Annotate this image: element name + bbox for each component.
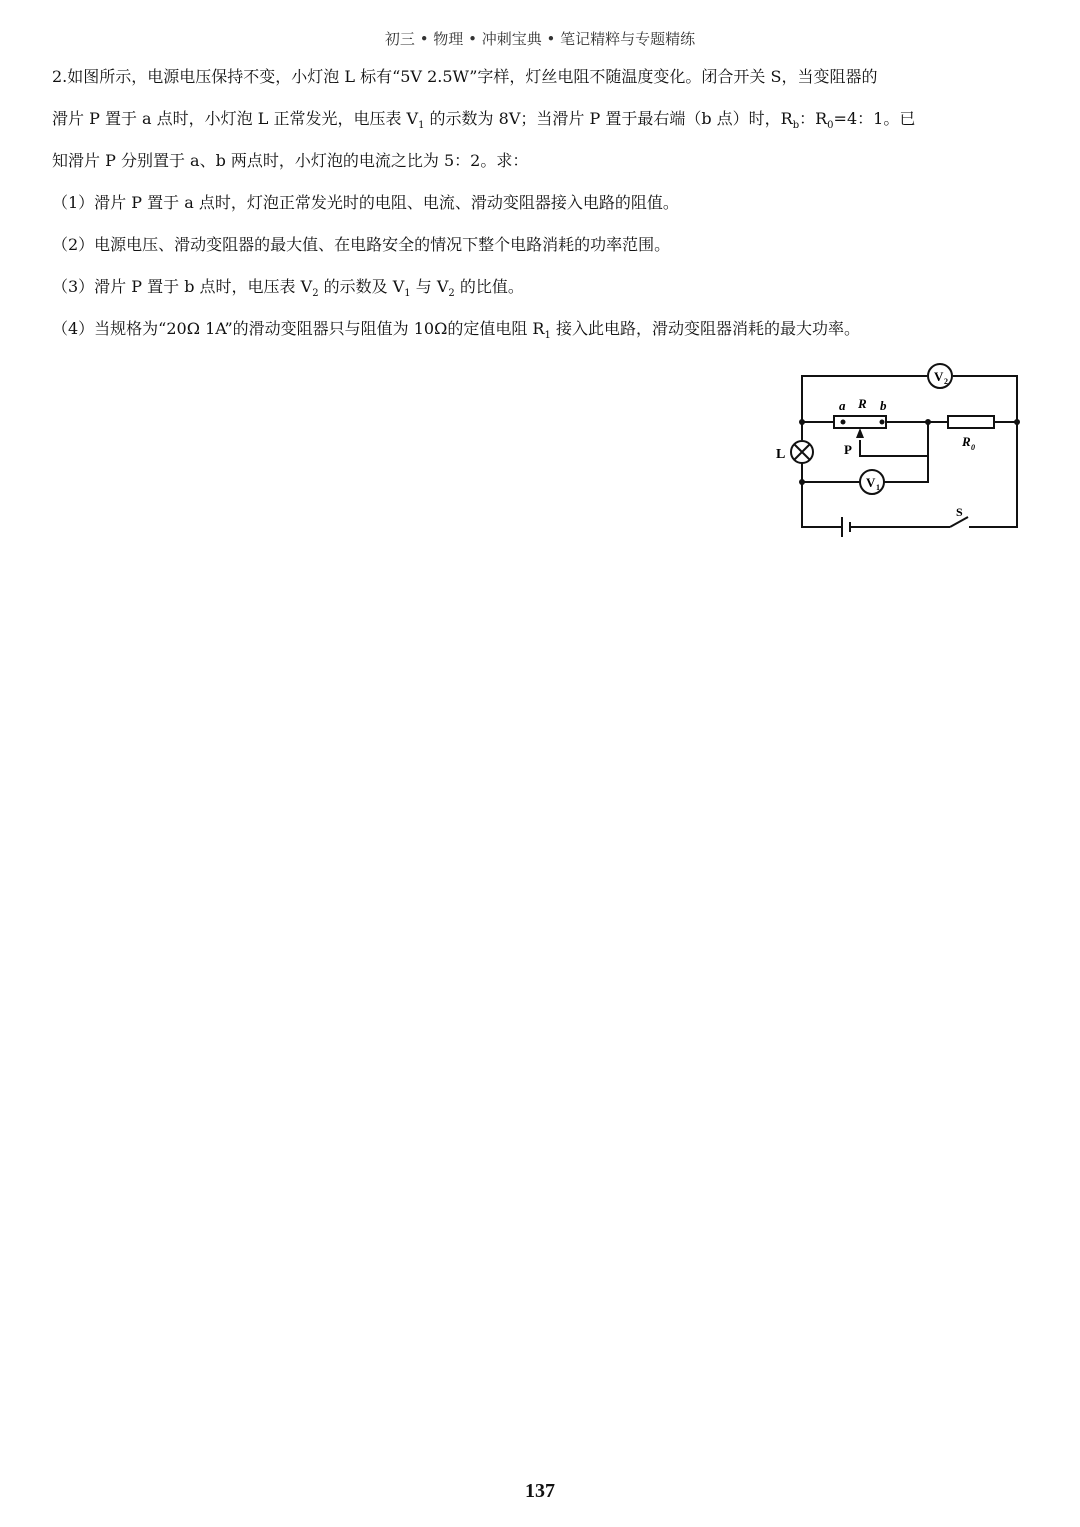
slider-arrow-icon	[856, 428, 864, 438]
text-span: =4：1。已	[833, 109, 916, 128]
question-3	[52, 266, 1032, 308]
rheostat-point-a	[841, 420, 846, 425]
slider-label: P	[844, 442, 852, 457]
v1-label: V	[866, 475, 876, 490]
text-span: （4）当规格为“20Ω 1A”的滑动变阻器只与阻值为 10Ω的定值电阻 R	[52, 319, 545, 338]
page-header: 初三 • 物理 • 冲刺宝典 • 笔记精粹与专题精练	[384, 30, 696, 48]
subscript: 0	[827, 120, 834, 132]
problem-line-1: 2.如图所示，电源电压保持不变，小灯泡 L 标有“5V 2.5W”字样，灯丝电阻不随温度变化。闭合开关 S，当变阻器的	[52, 67, 878, 86]
subscript: 1	[404, 288, 411, 300]
question-4	[52, 308, 1032, 350]
junction-dot	[799, 479, 805, 485]
subscript: 1	[544, 330, 551, 342]
problem-line-3: 知滑片 P 分别置于 a、b 两点时，小灯泡的电流之比为 5：2。求：	[52, 151, 529, 170]
wire-to-v1-right	[884, 456, 928, 482]
problem-line-2	[52, 98, 1032, 140]
text-span: 接入此电路，滑动变阻器消耗的最大功率。	[550, 319, 860, 338]
r0-sub: 0	[971, 443, 975, 452]
question-2: （2）电源电压、滑动变阻器的最大值、在电路安全的情况下整个电路消耗的功率范围。	[52, 235, 671, 254]
text-span: ：R	[799, 109, 828, 128]
subscript: 2	[312, 288, 319, 300]
junction-dot	[799, 419, 805, 425]
text-span: 的示数及 V	[318, 277, 405, 296]
lamp-cross	[794, 444, 810, 460]
subscript: 2	[448, 288, 455, 300]
switch-label: S	[956, 505, 963, 519]
v2-sub: 2	[944, 377, 948, 386]
wire-left-lower	[802, 463, 842, 527]
text-span: 的比值。	[454, 277, 524, 296]
text-span: 的示数为 8V；当滑片 P 置于最右端（b 点）时，R	[424, 109, 793, 128]
rheostat-label: R	[858, 396, 867, 411]
text-span: （3）滑片 P 置于 b 点时，电压表 V	[52, 277, 313, 296]
r0-resistor	[948, 416, 994, 428]
rheostat-point-b	[880, 420, 885, 425]
subscript: 1	[418, 120, 425, 132]
page-number: 137	[525, 1480, 555, 1502]
junction-dot	[925, 419, 931, 425]
point-b-label: b	[880, 398, 887, 413]
point-a-label: a	[839, 398, 846, 413]
junction-dot	[1014, 419, 1020, 425]
r0-label: R	[962, 434, 971, 449]
circuit-diagram	[770, 362, 1030, 542]
lamp-label: L	[776, 447, 786, 462]
text-span: 与 V	[410, 277, 449, 296]
v2-label: V	[934, 369, 944, 384]
text-span: 滑片 P 置于 a 点时，小灯泡 L 正常发光，电压表 V	[52, 109, 419, 128]
problem-text	[52, 56, 1032, 350]
question-1: （1）滑片 P 置于 a 点时，灯泡正常发光时的电阻、电流、滑动变阻器接入电路的阻值。	[52, 193, 679, 212]
subscript: b	[792, 120, 800, 132]
v1-sub: 1	[876, 483, 880, 492]
